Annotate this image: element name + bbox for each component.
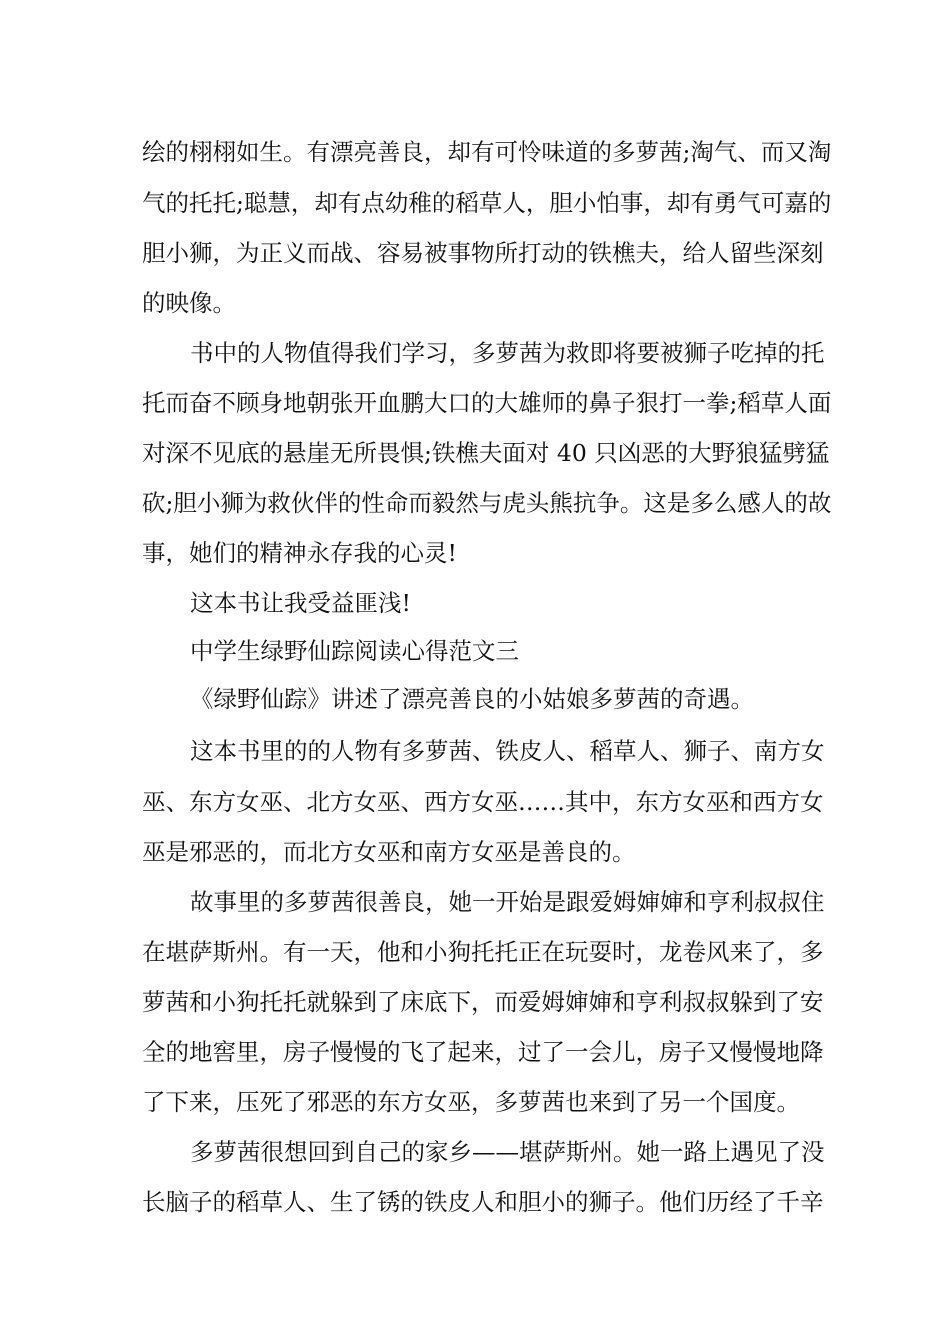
section-heading: 中学生绿野仙踪阅读心得范文三: [190, 637, 519, 665]
paragraph-line: 这本书让我受益匪浅!: [190, 589, 411, 617]
paragraph-line: 了下来，压死了邪恶的东方女巫，多萝茜也来到了另一个国度。: [142, 1088, 800, 1116]
paragraph-line: 胆小狮，为正义而战、容易被事物所打动的铁樵夫，给人留些深刻: [142, 239, 824, 267]
paragraph-line: 对深不见底的悬崖无所畏惧;铁樵夫面对 40 只凶恶的大野狼猛劈猛: [142, 439, 830, 467]
paragraph-line: 事，她们的精神永存我的心灵!: [142, 539, 457, 567]
paragraph-line: 书中的人物值得我们学习，多萝茜为救即将要被狮子吃掉的托: [190, 339, 825, 367]
paragraph-line: 的映像。: [142, 289, 236, 317]
paragraph-line: 气的托托;聪慧，却有点幼稚的稻草人，胆小怕事，却有勇气可嘉的: [142, 189, 832, 217]
paragraph-line: 巫是邪恶的，而北方女巫和南方女巫是善良的。: [142, 838, 636, 866]
paragraph-line: 在堪萨斯州。有一天，他和小狗托托正在玩耍时，龙卷风来了，多: [142, 938, 824, 966]
paragraph-line: 巫、东方女巫、北方女巫、西方女巫……其中，东方女巫和西方女: [142, 788, 824, 816]
paragraph-line: 《绿野仙踪》讲述了漂亮善良的小姑娘多萝茜的奇遇。: [190, 685, 754, 713]
paragraph-line: 托而奋不顾身地朝张开血鹏大口的大雄师的鼻子狠打一拳;稻草人面: [142, 389, 832, 417]
paragraph-line: 绘的栩栩如生。有漂亮善良，却有可怜味道的多萝茜;淘气、而又淘: [142, 138, 832, 166]
paragraph-line: 砍;胆小狮为救伙伴的性命而毅然与虎头熊抗争。这是多么感人的故: [142, 489, 832, 517]
paragraph-line: 长脑子的稻草人、生了锈的铁皮人和胆小的狮子。他们历经了千辛: [142, 1188, 824, 1216]
paragraph-line: 多萝茜很想回到自己的家乡——堪萨斯州。她一路上遇见了没: [190, 1138, 825, 1166]
paragraph-line: 故事里的多萝茜很善良，她一开始是跟爱姆婶婶和亨利叔叔住: [190, 888, 825, 916]
paragraph-line: 萝茜和小狗托托就躲到了床底下，而爱姆婶婶和亨利叔叔躲到了安: [142, 988, 824, 1016]
paragraph-line: 全的地窖里，房子慢慢的飞了起来，过了一会儿，房子又慢慢地降: [142, 1038, 824, 1066]
paragraph-line: 这本书里的的人物有多萝茜、铁皮人、稻草人、狮子、南方女: [190, 737, 825, 765]
